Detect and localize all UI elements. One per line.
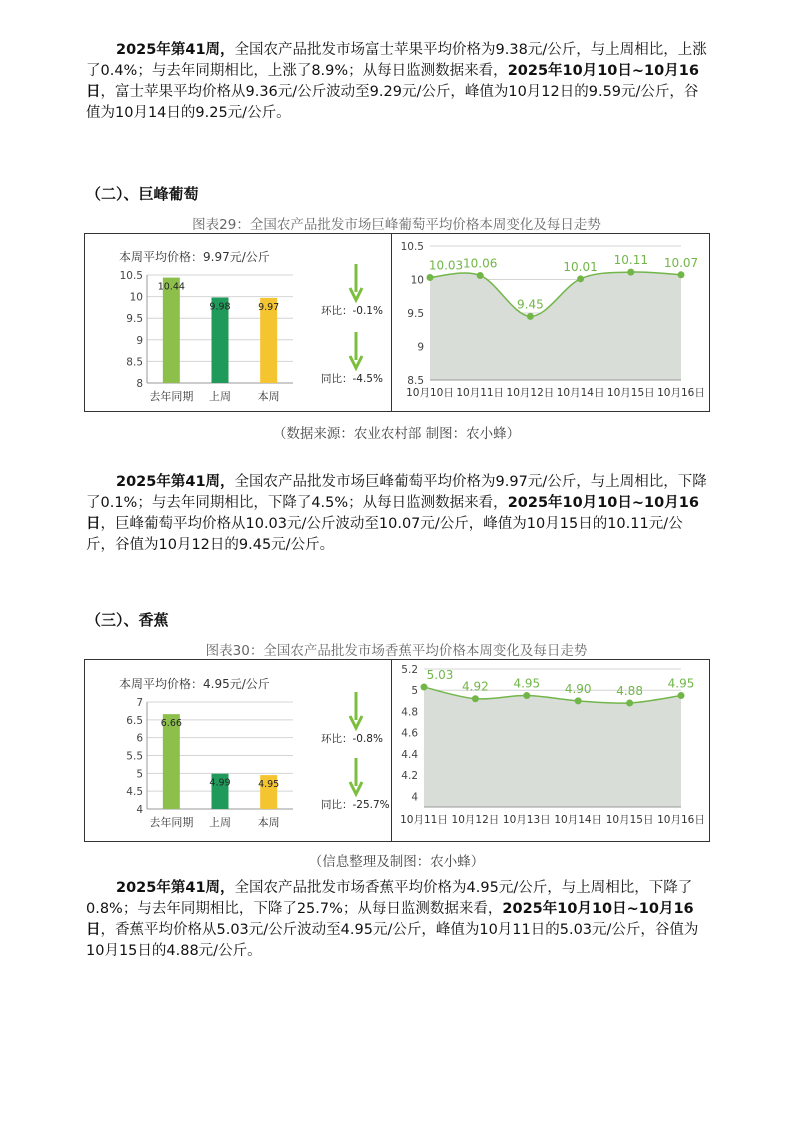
banana-weekly-chart	[84, 659, 392, 842]
data-point	[523, 692, 530, 699]
y-tick-label: 6	[136, 732, 143, 745]
down-arrow-icon	[350, 758, 362, 794]
y-tick-label: 5.2	[401, 664, 418, 676]
y-tick-label: 10	[129, 291, 143, 304]
banana-chart-source: （信息整理及制图：农小蜂）	[308, 854, 485, 870]
banana-daily-text: ，香蕉平均价格从5.03元/公斤波动至4.95元/公斤，峰值为10月11日的5.03元/公斤，谷值为10月15日的4.88元/公斤。	[86, 922, 699, 959]
x-category-label: 10月11日	[456, 387, 505, 399]
change-annotation: 同比：-25.7%	[321, 799, 390, 811]
data-label: 5.03	[426, 668, 454, 683]
y-tick-label: 5.5	[126, 750, 143, 763]
bar-value-label: 6.66	[160, 718, 182, 730]
weekly-chart-title: 本周平均价格：9.97元/公斤	[119, 250, 270, 264]
data-point	[527, 313, 534, 320]
data-point	[627, 269, 634, 276]
change-annotation: 同比：-4.5%	[321, 373, 383, 385]
data-label: 10.03	[428, 258, 464, 273]
y-tick-label: 4.2	[401, 770, 418, 783]
y-tick-label: 10.5	[400, 241, 424, 253]
banana-daily-chart	[391, 659, 710, 842]
banana-chart-caption: 图表30：全国农产品批发市场香蕉平均价格本周变化及每日走势	[205, 643, 588, 659]
down-arrow-icon	[350, 332, 362, 368]
grape-daily-chart	[391, 233, 710, 412]
x-category-label: 10月10日	[406, 387, 454, 399]
x-category-label: 10月15日	[606, 387, 655, 399]
apple-summary-paragraph	[86, 40, 711, 124]
y-tick-label: 9	[136, 334, 143, 347]
y-tick-label: 4	[411, 791, 418, 804]
grape-weekly-bar-chart	[85, 234, 391, 411]
banana-summary-paragraph	[86, 878, 711, 962]
data-label: 10.11	[613, 253, 648, 268]
grape-summary-paragraph	[86, 472, 711, 556]
banana-daily-area-chart	[392, 660, 709, 841]
apple-week-label: 2025年第41周，	[116, 42, 235, 58]
x-category-label: 10月13日	[502, 814, 551, 826]
y-tick-label: 9	[417, 341, 424, 354]
x-category-label: 10月16日	[657, 387, 705, 399]
data-point	[678, 271, 685, 278]
y-tick-label: 9.5	[407, 308, 424, 320]
data-label: 4.95	[667, 676, 695, 691]
bar-value-label: 4.99	[209, 777, 231, 789]
data-label: 10.07	[663, 255, 699, 270]
y-tick-label: 6.5	[126, 714, 143, 727]
x-category-label: 去年同期	[149, 390, 194, 403]
banana-section-title: （三）、香蕉	[86, 611, 169, 629]
series-area	[430, 272, 681, 380]
data-point	[421, 684, 428, 691]
y-tick-label: 9.5	[126, 313, 143, 326]
y-tick-label: 10	[410, 274, 424, 287]
x-category-label: 10月14日	[556, 387, 605, 399]
data-point	[678, 692, 685, 699]
data-label: 4.88	[616, 683, 643, 698]
data-point	[575, 697, 582, 704]
data-point	[577, 275, 584, 282]
x-category-label: 10月12日	[506, 387, 555, 399]
bar-value-label: 4.95	[258, 779, 280, 791]
banana-date-range: 2025年10月10日~10月16日	[86, 901, 694, 938]
apple-date-range: 2025年10月10日~10月16日	[86, 63, 699, 100]
grape-summary-text: 全国农产品批发市场巨峰葡萄平均价格为9.97元/公斤，与上周相比，下降了0.1%；与去年同期相比，下降了4.5%；从每日监测数据来看，	[86, 474, 707, 511]
down-arrow-icon	[350, 264, 362, 300]
banana-week-label: 2025年第41周，	[116, 880, 235, 896]
x-category-label: 本周	[257, 390, 280, 403]
y-tick-label: 5	[411, 685, 418, 698]
x-category-label: 上周	[209, 390, 231, 403]
x-category-label: 10月14日	[554, 814, 603, 826]
data-point	[472, 695, 479, 702]
apple-summary-text: 全国农产品批发市场富士苹果平均价格为9.38元/公斤，与上周相比，上涨了0.4%；与去年同期相比，上涨了8.9%；从每日监测数据来看，	[86, 42, 707, 79]
y-tick-label: 4.6	[401, 727, 418, 740]
down-arrow-icon	[350, 692, 362, 728]
bar-last-year	[163, 278, 180, 383]
banana-weekly-bar-chart	[85, 660, 391, 841]
bar-value-label: 9.97	[258, 301, 280, 313]
grape-week-label: 2025年第41周，	[116, 474, 235, 490]
apple-daily-text: ，富士苹果平均价格从9.36元/公斤波动至9.29元/公斤，峰值为10月12日的9.59元/公斤，谷值为10月14日的9.25元/公斤。	[86, 84, 699, 121]
grape-date-range: 2025年10月10日~10月16日	[86, 495, 699, 532]
change-annotation: 环比：-0.8%	[321, 733, 383, 745]
data-label: 10.01	[563, 259, 598, 274]
x-category-label: 10月15日	[605, 814, 654, 826]
data-label: 4.90	[564, 681, 592, 696]
grape-section-title: （二）、巨峰葡萄	[86, 185, 199, 203]
x-category-label: 10月11日	[400, 814, 448, 826]
data-label: 9.45	[517, 297, 544, 312]
grape-chart-caption: 图表29：全国农产品批发市场巨峰葡萄平均价格本周变化及每日走势	[192, 217, 601, 233]
x-category-label: 上周	[209, 816, 231, 829]
y-tick-label: 4.5	[126, 786, 143, 799]
y-tick-label: 8.5	[126, 356, 143, 369]
y-tick-label: 8	[136, 378, 143, 390]
bar-value-label: 10.44	[157, 281, 185, 293]
grape-daily-text: ，巨峰葡萄平均价格从10.03元/公斤波动至10.07元/公斤，峰值为10月15日的10.11元/公斤，谷值为10月12日的9.45元/公斤。	[86, 516, 683, 553]
series-area	[424, 687, 681, 807]
grape-daily-area-chart	[392, 234, 709, 411]
x-category-label: 本周	[257, 816, 280, 829]
data-label: 4.92	[462, 679, 489, 694]
y-tick-label: 8.5	[407, 375, 424, 387]
data-label: 10.06	[463, 256, 498, 271]
x-category-label: 10月16日	[657, 814, 705, 826]
grape-weekly-chart	[84, 233, 392, 412]
grape-chart-source: （数据来源：农业农村部 制图：农小蜂）	[272, 426, 521, 442]
y-tick-label: 4	[136, 804, 143, 816]
x-category-label: 去年同期	[149, 816, 194, 829]
y-tick-label: 10.5	[119, 270, 143, 282]
y-tick-label: 4.4	[401, 748, 418, 761]
bar-value-label: 9.98	[209, 301, 231, 313]
y-tick-label: 7	[136, 697, 143, 709]
y-tick-label: 5	[136, 768, 143, 781]
data-point	[427, 274, 434, 281]
weekly-chart-title: 本周平均价格：4.95元/公斤	[119, 677, 270, 691]
data-point	[477, 272, 484, 279]
x-category-label: 10月12日	[451, 814, 500, 826]
data-label: 4.95	[513, 676, 541, 691]
change-annotation: 环比：-0.1%	[321, 305, 383, 317]
y-tick-label: 4.8	[401, 706, 418, 719]
data-point	[626, 699, 633, 706]
banana-summary-text: 全国农产品批发市场香蕉平均价格为4.95元/公斤，与上周相比，下降了0.8%；与去年同期相比，下降了25.7%；从每日监测数据来看，	[86, 880, 693, 917]
